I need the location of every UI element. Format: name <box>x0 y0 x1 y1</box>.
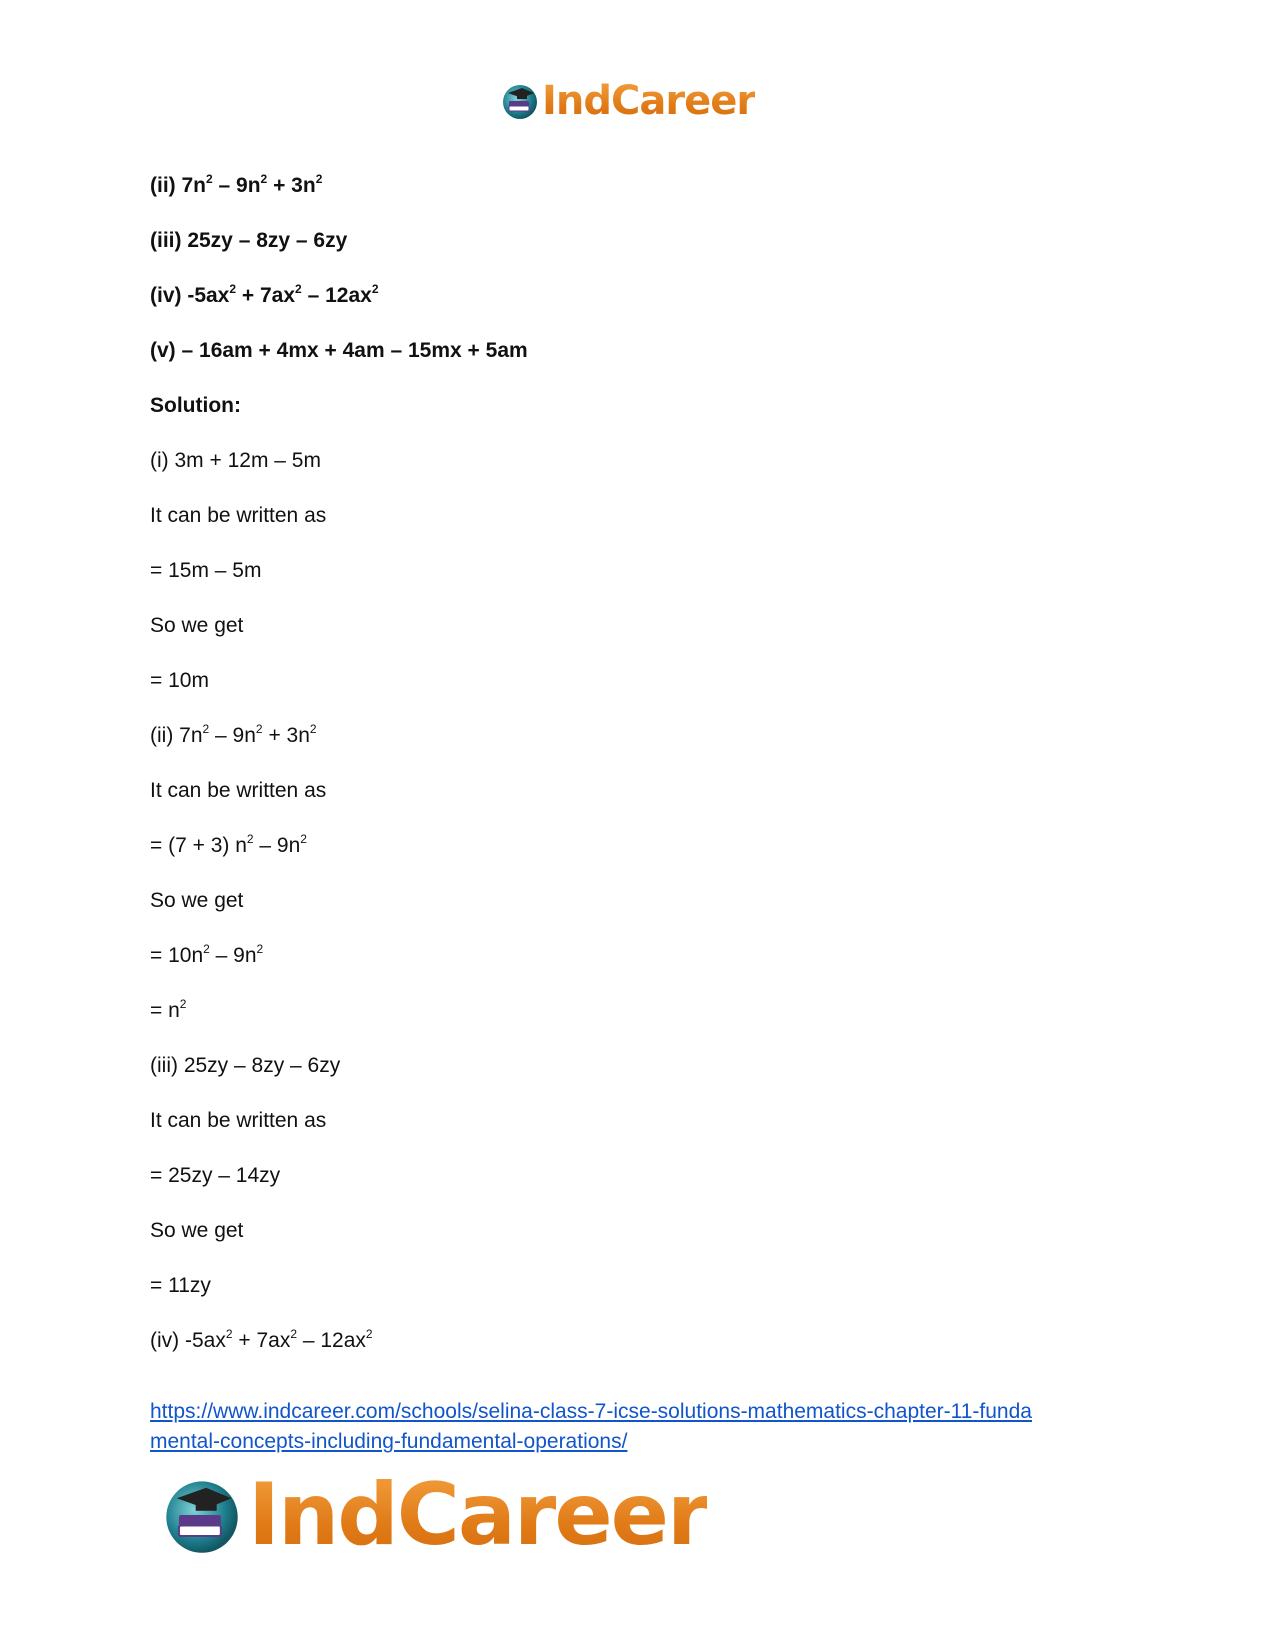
exponent: 2 <box>203 942 210 956</box>
logo-wordmark: IndCareer <box>248 1465 708 1565</box>
header-logo <box>500 78 755 124</box>
exponent: 2 <box>206 172 213 186</box>
text-segment: = n <box>150 999 180 1022</box>
text-segment: + 7ax <box>236 284 296 307</box>
question-line <box>150 227 1130 282</box>
exponent: 2 <box>300 832 307 846</box>
text-segment: It can be written as <box>150 1109 327 1132</box>
exponent: 2 <box>202 722 210 736</box>
text-segment: – 9n <box>209 944 257 967</box>
text-segment: (iii) 25zy – 8zy – 6zy <box>150 1054 341 1077</box>
solution-line <box>150 1052 1130 1107</box>
document-body <box>150 172 1130 1382</box>
text-segment: – 12ax <box>301 284 372 307</box>
question-line <box>150 282 1130 337</box>
solution-line <box>150 777 1130 832</box>
text-segment: = 25zy – 14zy <box>150 1164 281 1187</box>
solution-line <box>150 667 1130 722</box>
solution-line <box>150 1327 1130 1382</box>
solution-line <box>150 942 1130 997</box>
solution-line <box>150 722 1130 777</box>
text-segment: + 3n <box>262 724 310 747</box>
text-segment: So we get <box>150 889 244 912</box>
text-segment: Solution: <box>150 394 241 417</box>
solution-line <box>150 612 1130 667</box>
text-segment: (v) – 16am + 4mx + 4am – 15mx + 5am <box>150 339 528 362</box>
solution-line <box>150 832 1130 887</box>
exponent: 2 <box>260 172 268 186</box>
text-segment: = 11zy <box>150 1274 211 1297</box>
exponent: 2 <box>246 832 254 846</box>
exponent: 2 <box>309 722 317 736</box>
exponent: 2 <box>225 1327 233 1341</box>
logo-wordmark: IndCareer <box>542 78 756 124</box>
solution-line <box>150 1272 1130 1327</box>
exponent: 2 <box>179 997 187 1011</box>
solution-line <box>150 887 1130 942</box>
text-segment: So we get <box>150 1219 244 1242</box>
text-segment: = 10m <box>150 669 209 692</box>
solution-line <box>150 1162 1130 1217</box>
text-segment: So we get <box>150 614 244 637</box>
exponent: 2 <box>315 172 323 186</box>
solution-line <box>150 502 1130 557</box>
exponent: 2 <box>371 282 379 296</box>
solution-line <box>150 1107 1130 1162</box>
text-segment: (ii) 7n <box>150 724 203 747</box>
globe-book-icon <box>160 1473 244 1557</box>
exponent: 2 <box>256 942 264 956</box>
exponent: 2 <box>295 282 302 296</box>
text-segment: It can be written as <box>150 504 327 527</box>
solution-line <box>150 447 1130 502</box>
text-segment: – 9n <box>212 174 261 197</box>
source-link-line-1[interactable]: https://www.indcareer.com/schools/selina-class-7-icse-solutions-mathematics-chapter-11-funda <box>150 1400 1032 1423</box>
question-line <box>150 392 1130 447</box>
text-segment: (iv) -5ax <box>150 1329 226 1352</box>
text-segment: – 9n <box>253 834 301 857</box>
text-segment: (ii) 7n <box>150 174 206 197</box>
exponent: 2 <box>290 1327 298 1341</box>
text-segment: – 9n <box>209 724 256 747</box>
question-line <box>150 337 1130 392</box>
text-segment: (i) 3m + 12m – 5m <box>150 449 321 472</box>
footer-logo <box>160 1465 707 1565</box>
text-segment: – 12ax <box>297 1329 366 1352</box>
source-link-line-2[interactable]: mental-concepts-including-fundamental-operations/ <box>150 1430 628 1453</box>
solution-line <box>150 557 1130 612</box>
solution-line <box>150 1217 1130 1272</box>
solution-line <box>150 997 1130 1052</box>
text-segment: = (7 + 3) n <box>150 834 247 857</box>
text-segment: It can be written as <box>150 779 327 802</box>
globe-book-icon <box>500 81 540 121</box>
text-segment: (iii) 25zy – 8zy – 6zy <box>150 229 348 252</box>
exponent: 2 <box>365 1327 373 1341</box>
text-segment: + 7ax <box>232 1329 291 1352</box>
text-segment: = 10n <box>150 944 204 967</box>
question-line <box>150 172 1130 227</box>
exponent: 2 <box>229 282 237 296</box>
text-segment: + 3n <box>267 174 316 197</box>
text-segment: = 15m – 5m <box>150 559 262 582</box>
text-segment: (iv) -5ax <box>150 284 230 307</box>
exponent: 2 <box>255 722 263 736</box>
source-link-block <box>150 1397 1130 1457</box>
